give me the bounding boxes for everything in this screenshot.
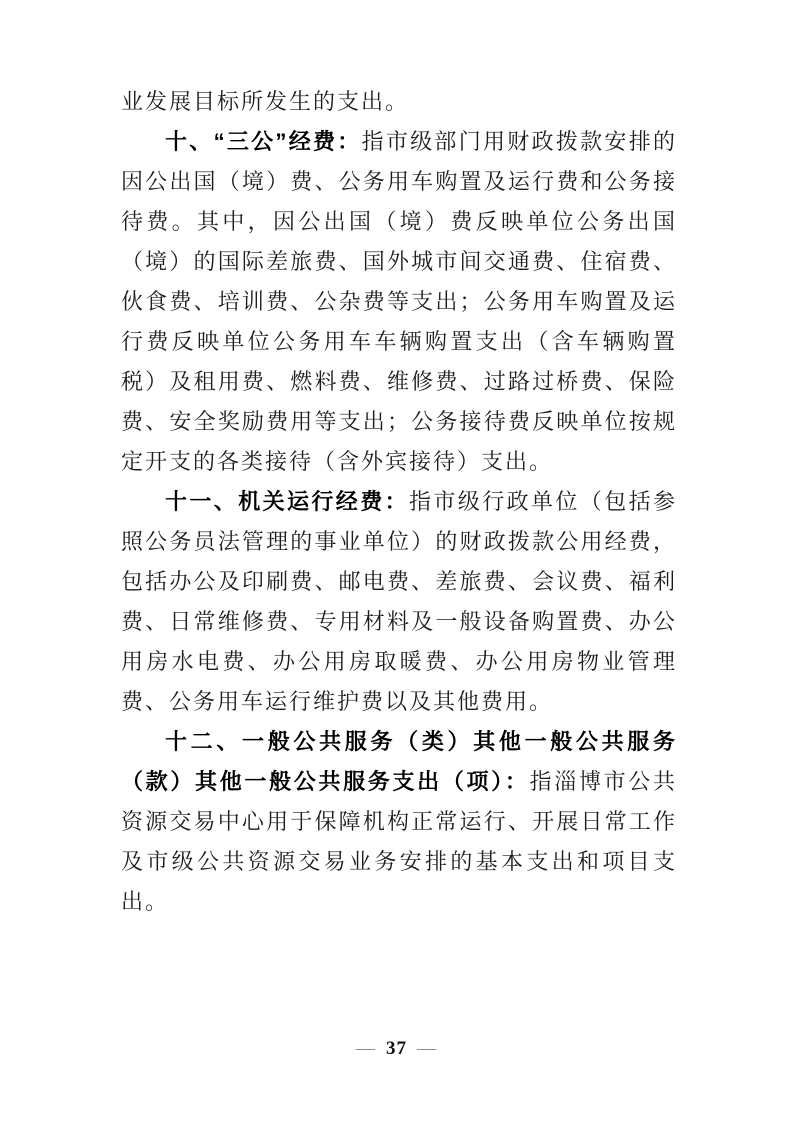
paragraph-text-segment: 指市级部门用财政拨款安排的因公出国（境）费、公务用车购置及运行费和公务接待费。其中，因公出国（境）费反映单位公务出国（境）的国际差旅费、国外城市间交通费、住宿费、伙食费、培训费、公杂费等支出；公务用车购置及运行费反映单位公务用车车辆购置支出（含车辆购置税）及租用费、燃料费、维修费、过路过桥费、保险费、安全奖励费用等支出；公务接待费反映单位按规定开支的各类接待（含外宾接待）支出。: [121, 129, 677, 474]
paragraph: [121, 122, 677, 482]
paragraph-heading-segment: 十一、机关运行经费：: [165, 489, 409, 514]
footer-dash-left: —: [356, 1038, 376, 1059]
paragraph: [121, 722, 677, 922]
document-body: [121, 82, 677, 922]
paragraph: [121, 482, 677, 722]
paragraph-text-segment: 指淄博市公共资源交易中心用于保障机构正常运行、开展日常工作及市级公共资源交易业务安排的基本支出和项目支出。: [121, 769, 677, 914]
page-footer: [0, 1038, 793, 1060]
paragraph: [121, 82, 677, 122]
page-number: 37: [386, 1038, 407, 1059]
paragraph-heading-segment: 十二、一般公共服务（类）其他一般公共服务（款）其他一般公共服务支出（项）：: [121, 729, 677, 794]
footer-dash-right: —: [417, 1038, 437, 1059]
paragraph-text-segment: 业发展目标所发生的支出。: [121, 89, 410, 114]
paragraph-text-segment: 指市级行政单位（包括参照公务员法管理的事业单位）的财政拨款公用经费，包括办公及印刷费、邮电费、差旅费、会议费、福利费、日常维修费、专用材料及一般设备购置费、办公用房水电费、办公用房取暖费、办公用房物业管理费、公务用车运行维护费以及其他费用。: [121, 489, 677, 714]
paragraph-heading-segment: 十、“三公”经费：: [165, 129, 362, 154]
